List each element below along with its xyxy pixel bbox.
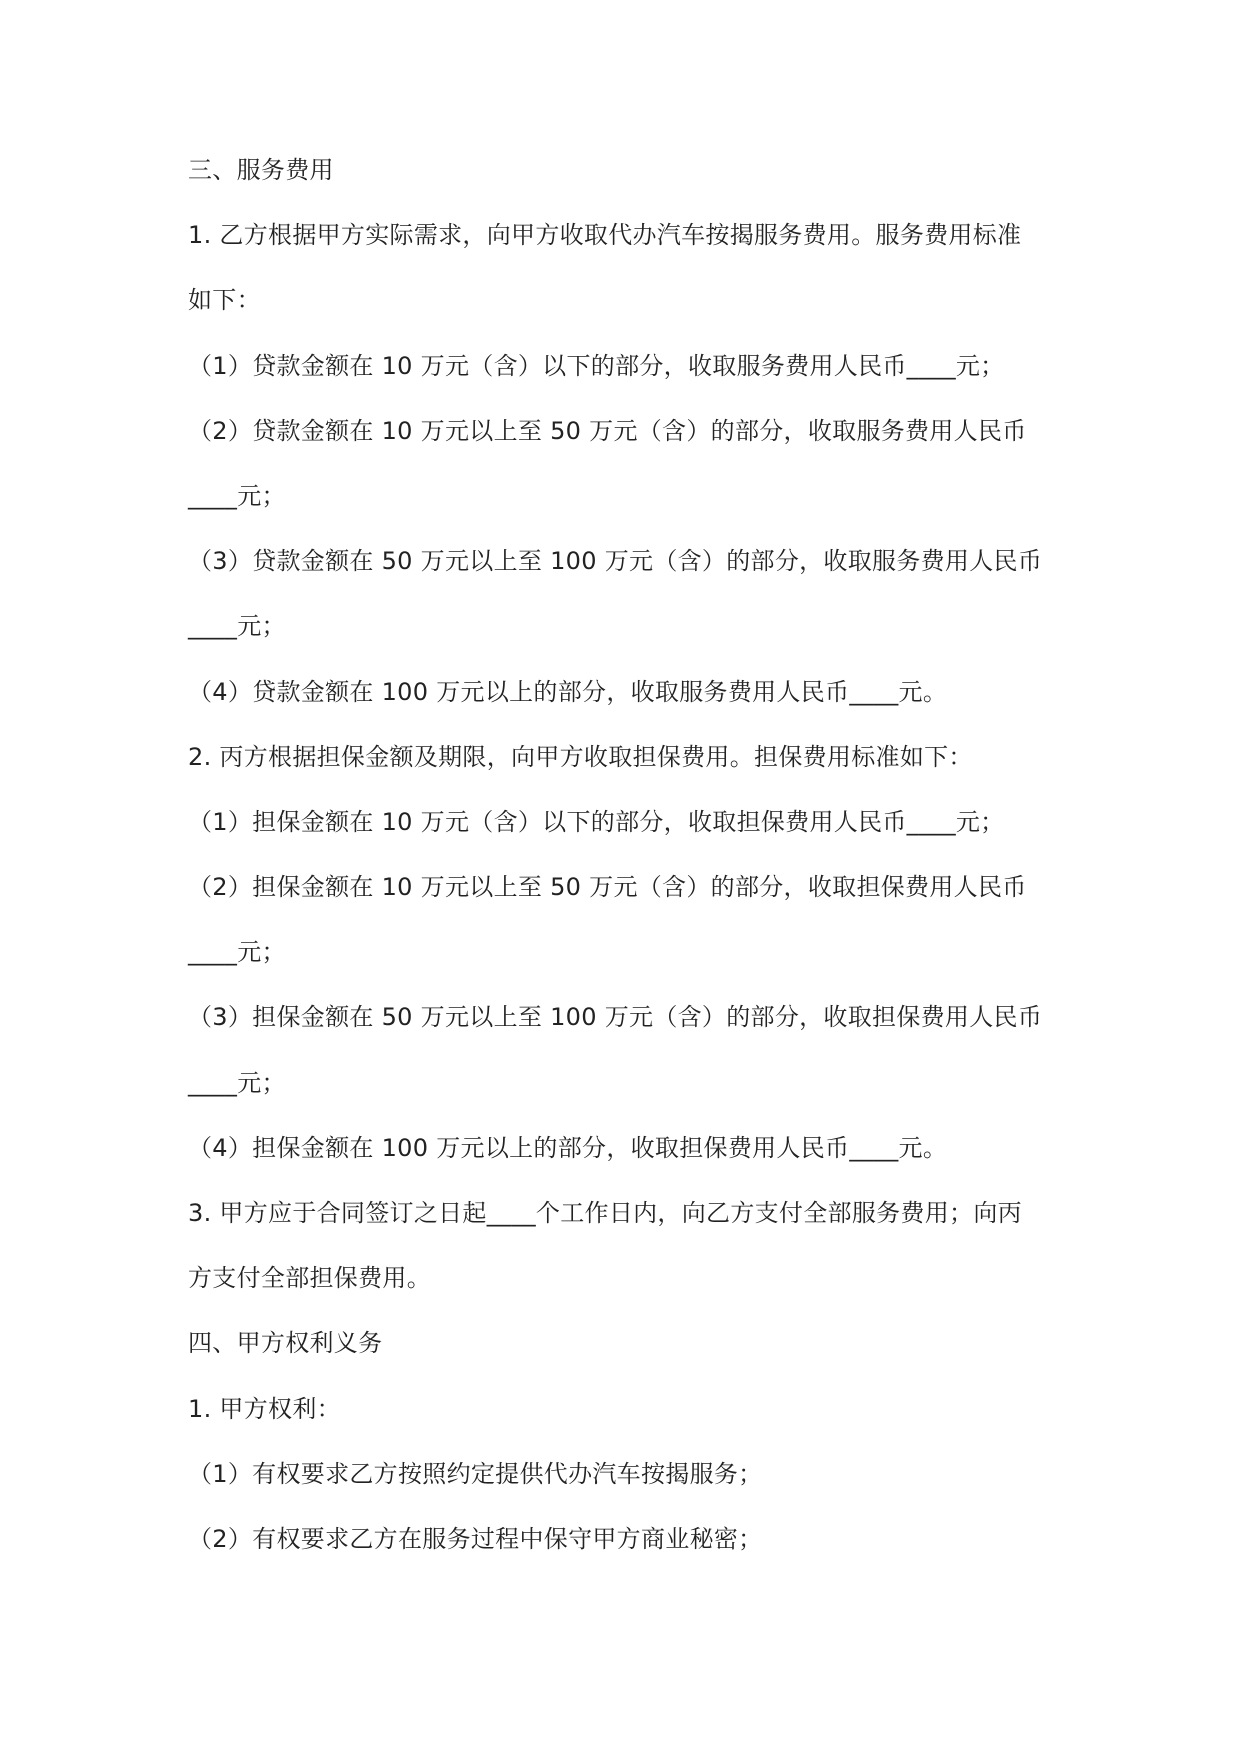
clause-1-service-fee-intro: 1. 乙方根据甲方实际需求，向甲方收取代办汽车按揭服务费用。服务费用标准 bbox=[188, 221, 1022, 250]
clause-2-guarantee-fee-intro: 2. 丙方根据担保金额及期限，向甲方收取担保费用。担保费用标准如下： bbox=[188, 742, 973, 771]
service-fee-item-2-cont: ____元； bbox=[188, 481, 286, 510]
section-heading-service-fees: 三、服务费用 bbox=[188, 156, 334, 184]
guarantee-fee-item-2-cont: ____元； bbox=[188, 938, 286, 967]
clause-3-payment-terms: 3. 甲方应于合同签订之日起____个工作日内，向乙方支付全部服务费用；向丙 bbox=[188, 1199, 1022, 1227]
service-fee-item-4: （4）贷款金额在 100 万元以上的部分，收取服务费用人民币____元。 bbox=[188, 677, 948, 706]
guarantee-fee-item-3-cont: ____元； bbox=[188, 1068, 286, 1097]
clause-1-service-fee-intro-cont: 如下： bbox=[188, 286, 261, 315]
service-fee-item-3-cont: ____元； bbox=[188, 612, 286, 641]
party-a-right-item-1: （1）有权要求乙方按照约定提供代办汽车按揭服务； bbox=[188, 1459, 763, 1488]
guarantee-fee-item-4: （4）担保金额在 100 万元以上的部分，收取担保费用人民币____元。 bbox=[188, 1133, 948, 1162]
service-fee-item-2: （2）贷款金额在 10 万元以上至 50 万元（含）的部分，收取服务费用人民币 bbox=[188, 416, 1027, 445]
service-fee-item-1: （1）贷款金额在 10 万元（含）以下的部分，收取服务费用人民币____元； bbox=[188, 351, 1005, 380]
guarantee-fee-item-3: （3）担保金额在 50 万元以上至 100 万元（含）的部分，收取担保费用人民币 bbox=[188, 1003, 1043, 1032]
service-fee-item-3: （3）贷款金额在 50 万元以上至 100 万元（含）的部分，收取服务费用人民币 bbox=[188, 547, 1043, 576]
document-body bbox=[188, 152, 1058, 1586]
clause-3-payment-terms-cont: 方支付全部担保费用。 bbox=[188, 1264, 431, 1293]
clause-1-party-a-rights: 1. 甲方权利： bbox=[188, 1394, 341, 1423]
section-heading-party-a-rights: 四、甲方权利义务 bbox=[188, 1329, 383, 1358]
guarantee-fee-item-2: （2）担保金额在 10 万元以上至 50 万元（含）的部分，收取担保费用人民币 bbox=[188, 873, 1027, 902]
party-a-right-item-2: （2）有权要求乙方在服务过程中保守甲方商业秘密； bbox=[188, 1524, 763, 1553]
guarantee-fee-item-1: （1）担保金额在 10 万元（含）以下的部分，收取担保费用人民币____元； bbox=[188, 807, 1005, 836]
